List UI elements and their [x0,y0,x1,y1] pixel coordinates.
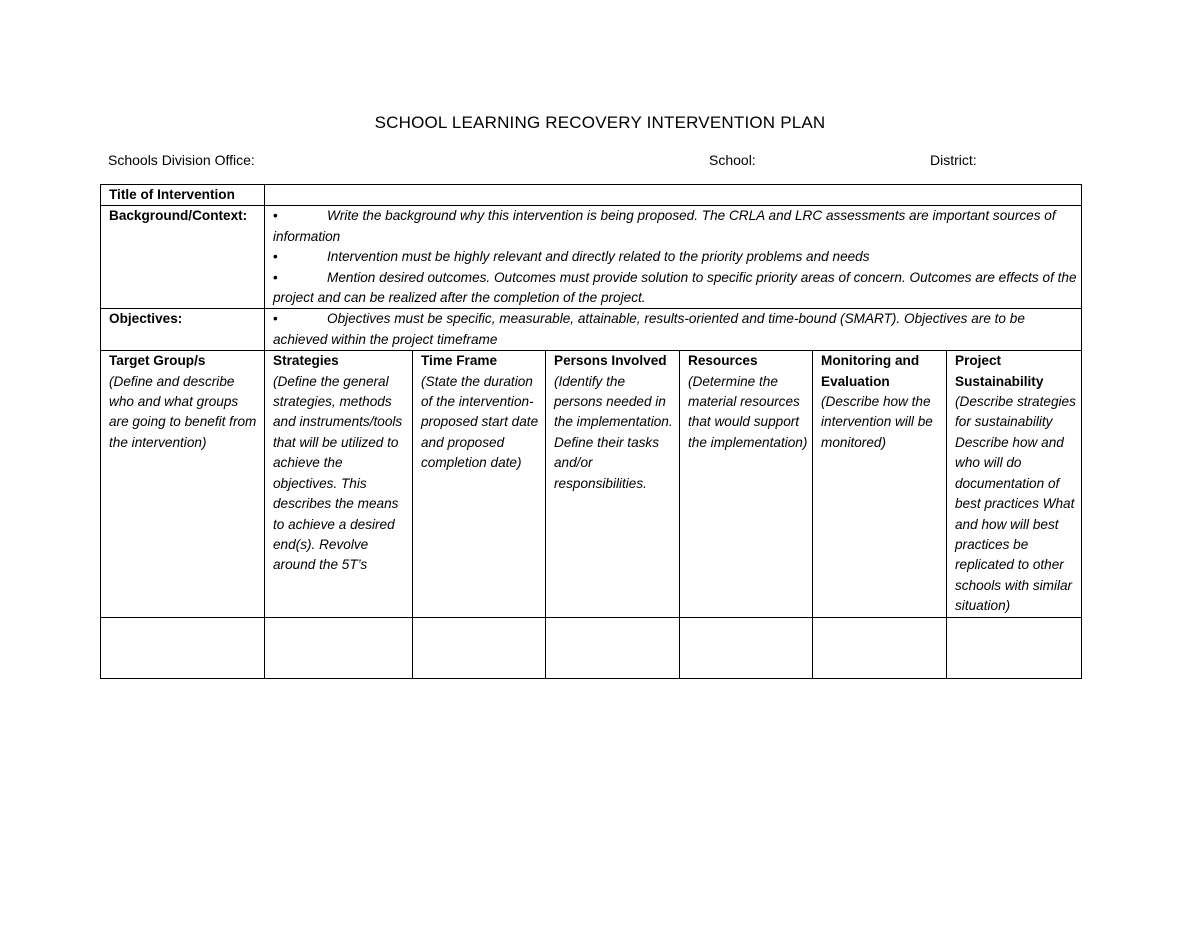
entry-cell-resources[interactable] [680,617,813,678]
background-bullet: • Write the background why this intervention is being proposed. The CRLA and LRC assessments are important sources of information [273,208,1056,244]
background-bullet: • Intervention must be highly relevant and directly related to the priority problems and needs [273,247,1077,267]
entry-row [101,617,1082,678]
division-office-label: Schools Division Office: [108,152,255,168]
objectives-row [101,309,1082,351]
column-header-row [101,351,1082,617]
background-cell[interactable] [265,206,1082,309]
title-of-intervention-cell[interactable] [265,185,1082,206]
background-label: Background/Context: [101,206,265,309]
column-project-sustainability: Project Sustainability (Describe strategies for sustainability Describe how and who will do documentation of best practices What and how will best practices be replicated to other schools with similar situation) [947,351,1082,617]
entry-cell-strategies[interactable] [265,617,413,678]
entry-cell-target-group[interactable] [101,617,265,678]
school-label: School: [709,152,756,168]
objectives-bullet: • Objectives must be specific, measurable, attainable, results-oriented and time-bound (SMART). Objectives are to be achieved within the project timeframe [273,311,1025,347]
column-resources: Resources (Determine the material resources that would support the implementation) [680,351,813,617]
entry-cell-monitoring-evaluation[interactable] [813,617,947,678]
column-persons-involved: Persons Involved (Identify the persons needed in the implementation. Define their tasks and/or responsibilities. [546,351,680,617]
title-of-intervention-label: Title of Intervention [101,185,265,206]
entry-cell-persons-involved[interactable] [546,617,680,678]
bullet-icon: • [273,311,278,327]
column-monitoring-evaluation: Monitoring and Evaluation (Describe how the intervention will be monitored) [813,351,947,617]
background-bullet: • Mention desired outcomes. Outcomes must provide solution to specific priority areas of concern. Outcomes are effects of the project and can be realized after the completion of the project. [273,269,1077,306]
column-target-group: Target Group/s (Define and describe who and what groups are going to benefit from the intervention) [101,351,265,617]
entry-cell-project-sustainability[interactable] [947,617,1082,678]
bullet-icon: • [273,249,278,265]
bullet-icon: • [273,269,278,285]
district-label: District: [930,152,977,168]
title-row [101,185,1082,206]
objectives-cell[interactable] [265,309,1082,351]
background-row [101,206,1082,309]
bullet-icon: • [273,208,278,224]
objectives-label: Objectives: [101,309,265,351]
column-strategies: Strategies (Define the general strategies, methods and instruments/tools that will be utilized to achieve the objectives. This describes the means to achieve a desired end(s). Revolve around the 5T’s [265,351,413,617]
page-title: SCHOOL LEARNING RECOVERY INTERVENTION PLAN [374,113,826,132]
column-time-frame: Time Frame (State the duration of the intervention-proposed start date and proposed completion date) [413,351,546,617]
intervention-plan-table [100,184,1082,679]
entry-cell-time-frame[interactable] [413,617,546,678]
